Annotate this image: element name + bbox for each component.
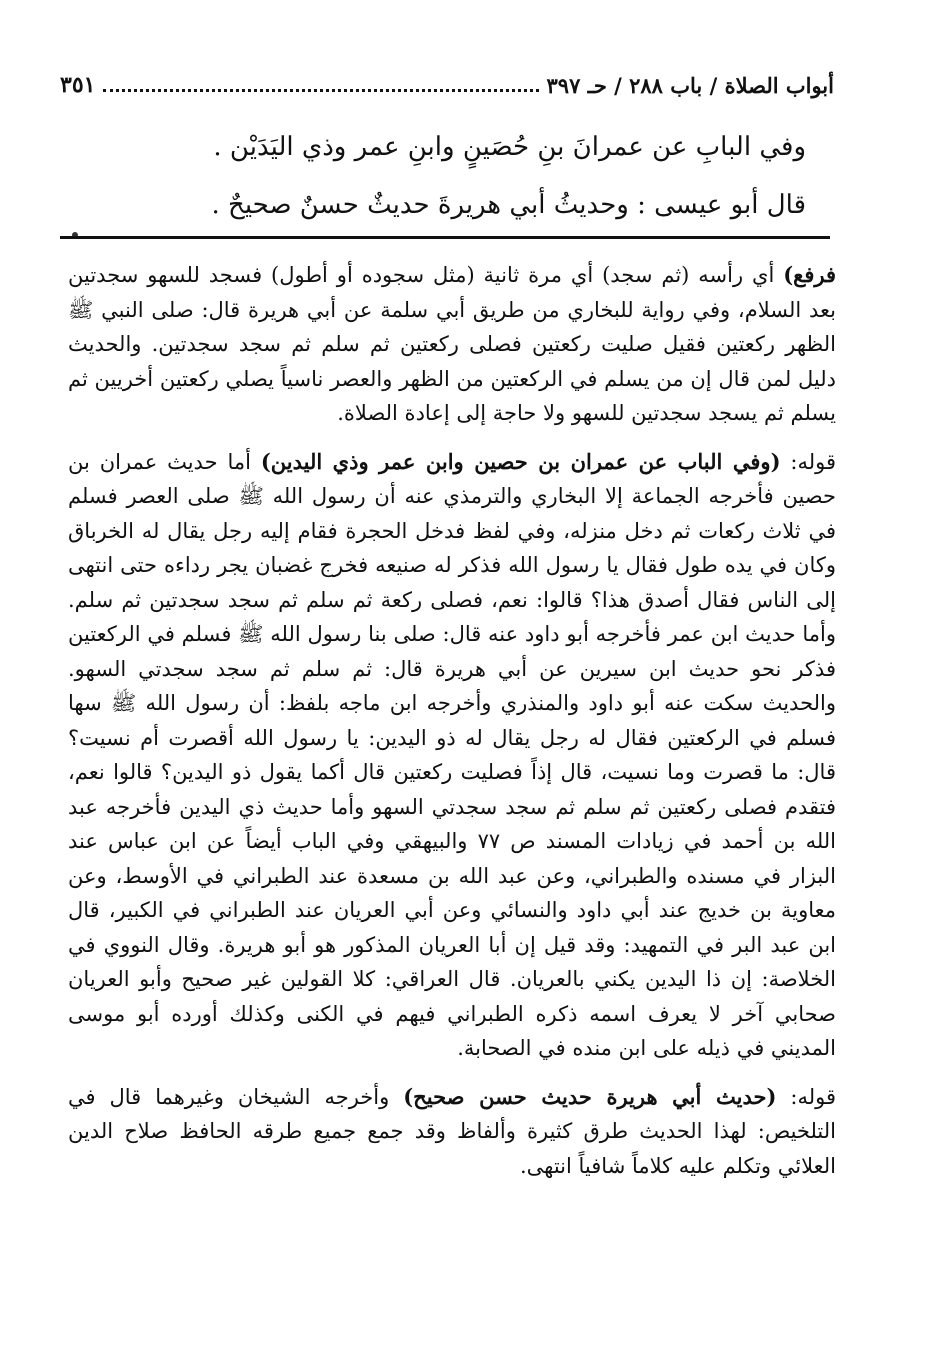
p2-text: أما حديث عمران بن حصين فأخرجه الجماعة إلا البخاري والترمذي عنه أن رسول الله ﷺ صلى العصر فسلم في ثلاث ركعات ثم دخل منزله، وفي لفظ فدخل الحجرة فقام إليه رجل يقال له الخرباق وكان في يده طول فقال يا رسول الله فذكر له صنيعه فخرج غضبان يجر رداءه حتى انتهى إلى الناس فقال أصدق هذا؟ قالوا: نعم، فصلى ركعة ثم سلم ثم سجد سجدتين ثم سلم. وأما حديث ابن عمر فأخرجه أبو داود عنه قال: صلى بنا رسول الله ﷺ فسلم في الركعتين فذكر نحو حديث ابن سيرين عن أبي هريرة قال: ثم سلم ثم سجد سجدتي السهو. والحديث سكت عنه أبو داود والمنذري وأخرجه ابن ماجه بلفظ: أن رسول الله ﷺ سها فسلم في الركعتين فقال له رجل يقال له ذو اليدين: يا رسول الله أقصرت أم نسيت؟ قال: ما قصرت وما نسيت، قال إذاً فصليت ركعتين قال أكما يقول ذو اليدين؟ قالوا نعم، فتقدم فصلى ركعتين ثم سلم ثم سجد سجدتي السهو وأما حديث ذي اليدين فأخرجه عبد الله بن أحمد في زيادات المسند ص ٧٧ والبيهقي وفي الباب أيضاً عن ابن عباس عند البزار في مسنده والطبراني، وعن عبد الله بن مسعدة عند الطبراني في الأوسط، وعن معاوية بن خديج عند أبي داود والنسائي وعن أبي العريان عند الطبراني في الكبير، قال ابن عبد البر في التمهيد: وقد قيل إن أبا العريان المذكور هو أبو هريرة. وقال النووي في الخلاصة: إن ذا اليدين يكني بالعريان. قال العراقي: كلا القولين غير صحيح وأبو العريان صحابي آخر لا يعرف اسمه ذكره الطبراني فيهم في الكنى وكذلك أورده أبو موسى المديني في ذيله على ابن منده في الصحابة. [68,449,837,1060]
p1-bold-lead: فرفع) [783,262,836,287]
p1-text: أي رأسه (ثم سجد) أي مرة ثانية (مثل سجوده أو أطول) فسجد للسهو سجدتين بعد السلام، وفي رواية للبخاري من طريق أبي سلمة عن أبي هريرة قال: صلى النبي ﷺ الظهر ركعتين فقيل صليت ركعتين فصلى ركعتين ثم سلم ثم سجد سجدتين. والحديث دليل لمن قال إن من يسلم في الركعتين من الظهر والعصر ناسياً يصلي ركعتين أخريين ثم يسلم ثم يسجد سجدتين للسهو ولا حاجة إلى إعادة الصلاة. [68,263,837,425]
commentary-paragraph-1 [68,258,836,431]
p2-lead: قوله: [780,449,837,474]
hadith-line-1: وفي البابِ عن عمرانَ بنِ حُصَينٍ وابنِ عمر وذي اليَدَيْن . [213,132,806,162]
running-title: أبواب الصلاة / باب ٢٨٨ / حـ ٣٩٧ [546,73,834,98]
p3-bold-quote: (حديث أبي هريرة حديث حسن صحيح) [403,1083,777,1109]
hadith-line-2: قال أبو عيسى : وحديثُ أبي هريرةَ حديثٌ حسنٌ صحيحٌ . [211,190,806,220]
page-number: ٣٥١ [60,72,96,98]
hadith-text [106,118,806,234]
running-header [60,62,834,96]
commentary-paragraph-2 [68,445,836,1066]
commentary-paragraph-3 [68,1080,836,1184]
p3-lead: قوله: [776,1084,836,1109]
commentary [68,258,836,1197]
header-leader-dots [103,88,538,92]
p3-text: وأخرجه الشيخان وغيرهما قال في التلخيص: لهذا الحديث طرق كثيرة وألفاظ وقد جمع جميع طرقه الحافظ صلاح الدين العلائي وتكلم عليه كلاماً شافياً انتهى. [68,1084,836,1178]
separator-rule [60,236,830,239]
p2-bold-quote: (وفي الباب عن عمران بن حصين وابن عمر وذي اليدين) [260,448,781,474]
